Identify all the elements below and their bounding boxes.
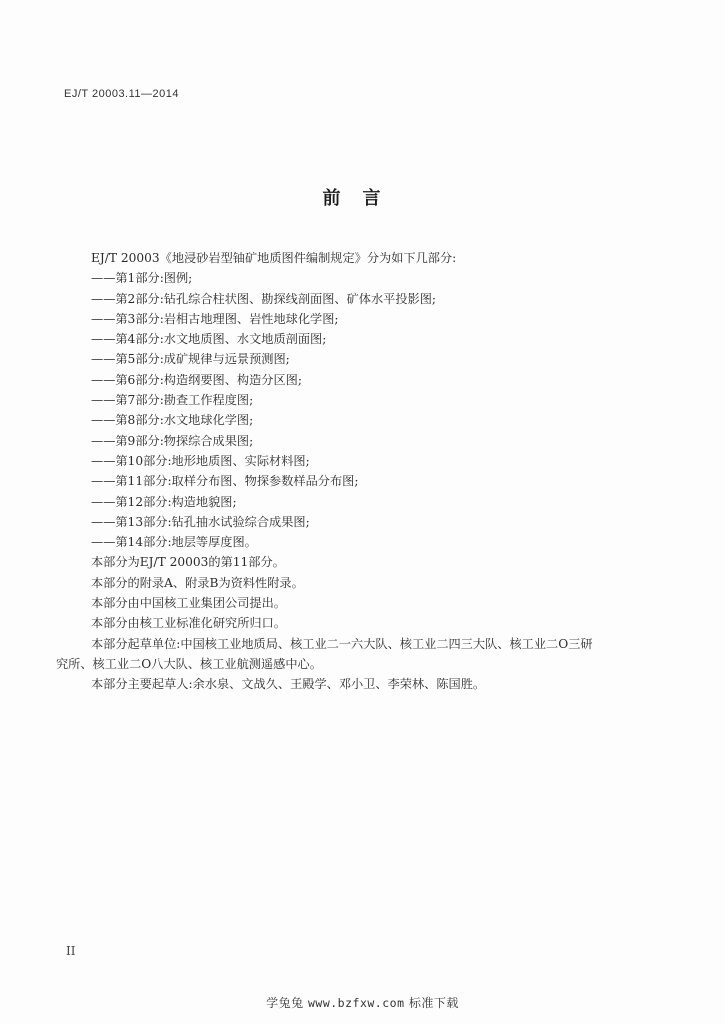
part-item: ——第5部分:成矿规律与远景预测图; xyxy=(91,352,290,367)
part-item: ——第11部分:取样分布图、物探参数样品分布图; xyxy=(91,474,359,489)
part-item: ——第3部分:岩相古地理图、岩性地球化学图; xyxy=(91,311,339,326)
part-item: ——第2部分:钻孔综合柱状图、勘探线剖面图、矿体水平投影图; xyxy=(91,291,437,306)
footer-site-link[interactable]: www.bzfxw.com xyxy=(307,996,405,1010)
page-title: 前言 xyxy=(322,188,403,209)
part-item: ——第9部分:物探综合成果图; xyxy=(91,433,254,448)
parts-list xyxy=(56,268,656,552)
statement-paragraph: 本部分为EJ/T 20003的第11部分。 xyxy=(91,555,285,570)
foreword-body xyxy=(56,248,656,695)
part-item: ——第1部分:图例; xyxy=(91,271,193,286)
page-number: II xyxy=(66,944,76,958)
intro-paragraph: EJ/T 20003《地浸砂岩型铀矿地质图件编制规定》分为如下几部分: xyxy=(91,251,457,265)
footer-brand: 学兔兔 xyxy=(266,996,304,1010)
part-item: ——第12部分:构造地貌图; xyxy=(91,494,237,509)
footer-tagline: 标准下载 xyxy=(408,996,459,1010)
part-item: ——第10部分:地形地质图、实际材料图; xyxy=(91,453,310,468)
drafters-paragraph: 本部分主要起草人:余水泉、文战久、王殿学、邓小卫、李荣林、陈国胜。 xyxy=(91,677,486,692)
statement-paragraph: 本部分由中国核工业集团公司提出。 xyxy=(91,596,286,611)
part-item: ——第4部分:水文地质图、水文地质剖面图; xyxy=(91,332,327,347)
drafting-units-continuation: 究所、核工业二O八大队、核工业航测遥感中心。 xyxy=(56,656,322,671)
part-item: ——第13部分:钻孔抽水试验综合成果图; xyxy=(91,514,310,529)
standard-code: EJ/T 20003.11—2014 xyxy=(64,88,180,100)
part-item: ——第7部分:勘查工作程度图; xyxy=(91,393,254,408)
statement-paragraph: 本部分由核工业标准化研究所归口。 xyxy=(91,616,286,631)
part-item: ——第6部分:构造纲要图、构造分区图; xyxy=(91,372,302,387)
statement-paragraph: 本部分的附录A、附录B为资料性附录。 xyxy=(91,575,304,590)
part-item: ——第14部分:地层等厚度图。 xyxy=(91,535,257,550)
part-item: ——第8部分:水文地球化学图; xyxy=(91,413,254,428)
watermark-footer xyxy=(0,994,725,1011)
drafting-units-line: 本部分起草单位:中国核工业地质局、核工业二一六大队、核工业二四三大队、核工业二O三研 xyxy=(91,636,593,651)
